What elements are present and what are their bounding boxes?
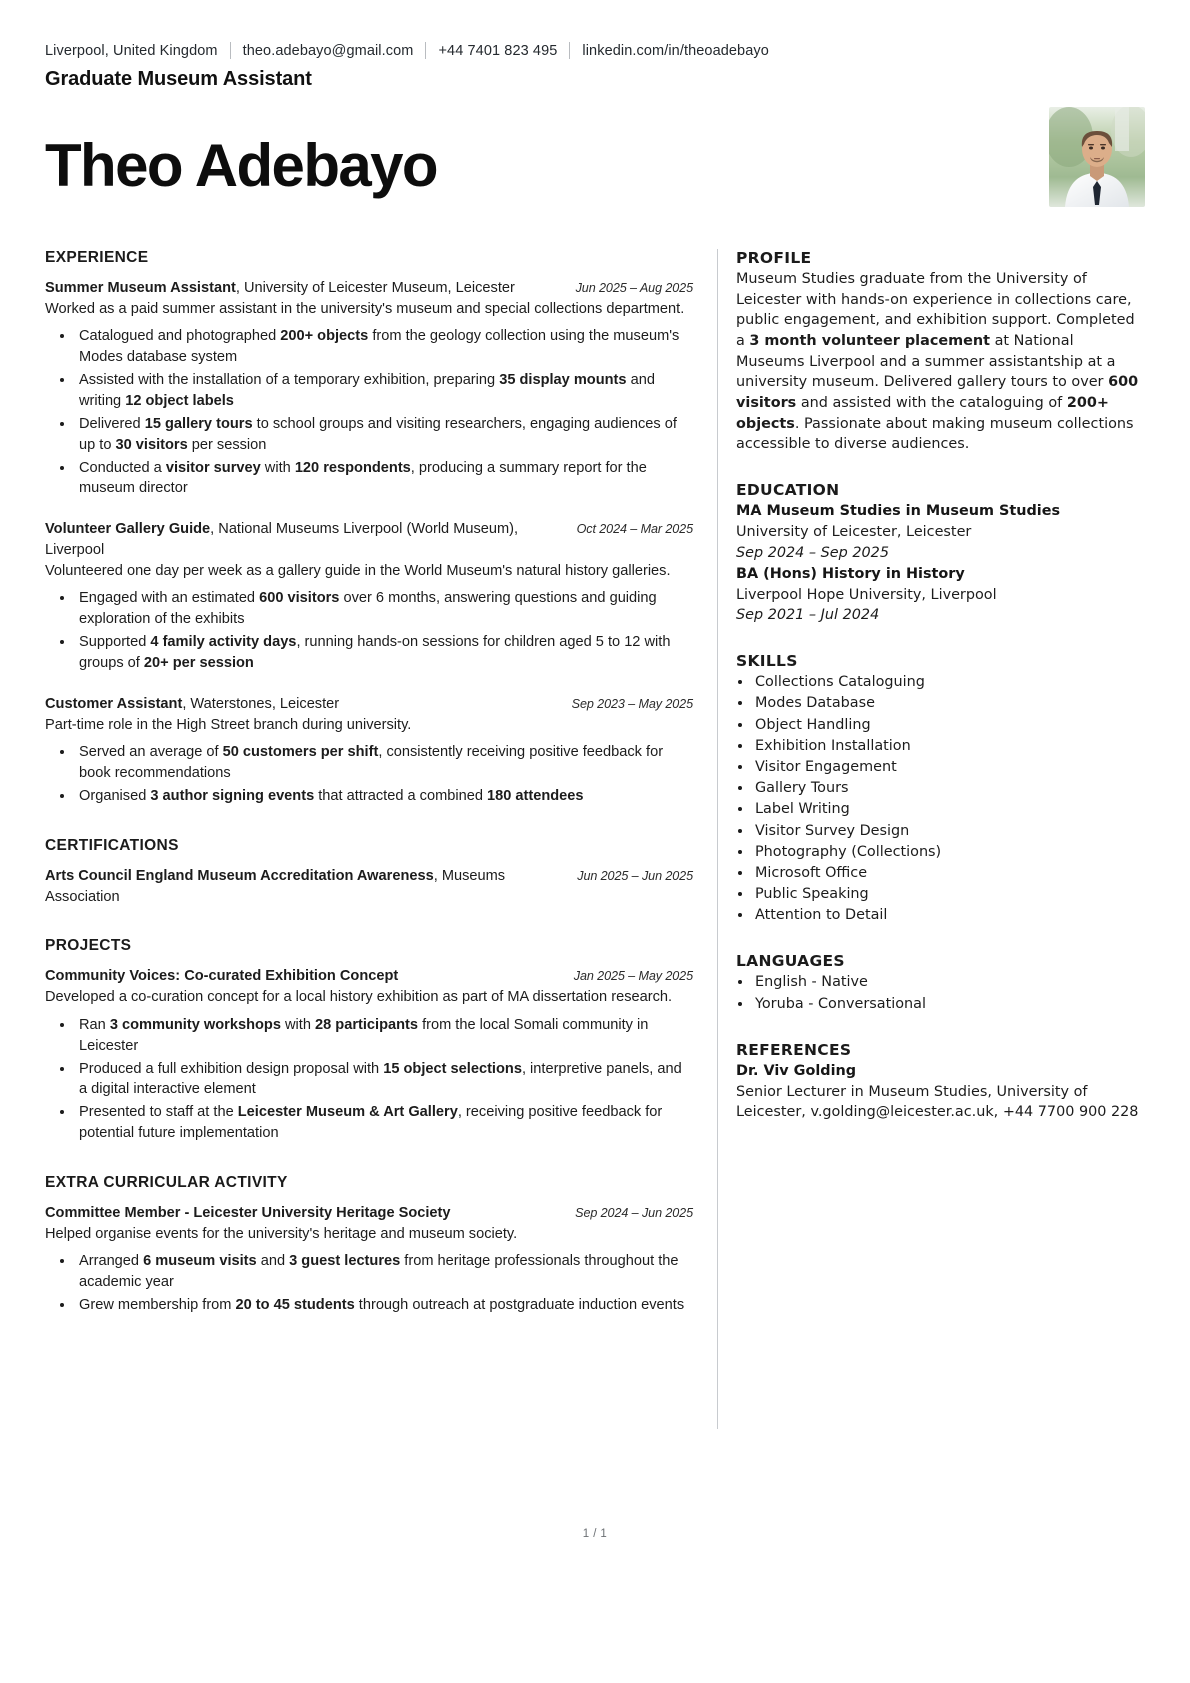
- entry-description: Worked as a paid summer assistant in the university's museum and special collections department.: [45, 300, 685, 317]
- entry-bullet-list: [45, 1251, 693, 1316]
- skills-list: [736, 672, 1145, 926]
- experience-entry: [45, 278, 693, 499]
- skill-item: • Collections Cataloguing: [753, 672, 1145, 693]
- language-item: • English - Native: [753, 972, 1145, 993]
- entry-header: [45, 519, 693, 560]
- entry-bullet: • Conducted a visitor survey with 120 respondents, producing a summary report for the museum director: [75, 458, 693, 500]
- entry-title: Volunteer Gallery Guide, National Museums Liverpool (World Museum), Liverpool: [45, 521, 519, 559]
- contact-item[interactable]: linkedin.com/in/theoadebayo: [582, 42, 769, 59]
- entry-bullet: • Delivered 15 gallery tours to school groups and visiting researchers, engaging audiences of up to 30 visitors per session: [75, 414, 693, 456]
- education-entry: [736, 501, 1145, 564]
- skill-item: • Visitor Engagement: [753, 757, 1145, 778]
- entry-description: Developed a co-curation concept for a local history exhibition as part of MA dissertation research.: [45, 989, 673, 1006]
- entry-bullet: • Engaged with an estimated 600 visitors over 6 months, answering questions and guiding exploration of the exhibits: [75, 588, 693, 630]
- education-entry: [736, 564, 1145, 627]
- page-indicator: 1 / 1: [582, 1528, 608, 1540]
- entry-bullet: • Arranged 6 museum visits and 3 guest lectures from heritage professionals throughout the academic year: [75, 1251, 693, 1293]
- contact-separator: [425, 42, 426, 59]
- skill-item: • Gallery Tours: [753, 778, 1145, 799]
- entry-bullet: • Supported 4 family activity days, running hands-on sessions for children aged 5 to 12 with groups of 20+ per session: [75, 632, 693, 674]
- contact-separator: [230, 42, 231, 59]
- section-title-projects: PROJECTS: [45, 937, 132, 955]
- profile-photo: [1049, 107, 1145, 207]
- section-title-extracurricular: EXTRA CURRICULAR ACTIVITY: [45, 1173, 288, 1191]
- entry-date: Oct 2024 – Mar 2025: [576, 522, 693, 537]
- entry-bullet: • Organised 3 author signing events that attracted a combined 180 attendees: [75, 786, 693, 807]
- left-column: [45, 249, 717, 1429]
- experience-entry: [45, 866, 693, 907]
- entry-header: [45, 966, 693, 987]
- education-institution: Liverpool Hope University, Liverpool: [736, 586, 997, 603]
- education-date: Sep 2021 – Jul 2024: [736, 607, 880, 624]
- entry-header: [45, 694, 693, 715]
- skill-item: • Modes Database: [753, 693, 1145, 714]
- candidate-name: Theo Adebayo: [45, 132, 437, 199]
- entry-bullet: • Produced a full exhibition design proposal with 15 object selections, interpretive panels, and a digital interactive element: [75, 1059, 693, 1101]
- skill-item: • Object Handling: [753, 715, 1145, 736]
- languages-list: [736, 972, 1145, 1014]
- skill-item: • Visitor Survey Design: [753, 821, 1145, 842]
- name-row: [45, 107, 1145, 215]
- section-title-references: REFERENCES: [736, 1040, 852, 1059]
- entry-description: Volunteered one day per week as a gallery guide in the World Museum's natural history galleries.: [45, 562, 671, 579]
- section-title-skills: SKILLS: [736, 652, 798, 671]
- education-list: [736, 501, 1145, 626]
- section-title-certifications: CERTIFICATIONS: [45, 836, 179, 854]
- section-title-languages: LANGUAGES: [736, 952, 845, 971]
- contact-item[interactable]: +44 7401 823 495: [438, 42, 558, 59]
- education-degree: MA Museum Studies in Museum Studies: [736, 503, 1061, 520]
- right-column: [718, 249, 1145, 1429]
- education-date: Sep 2024 – Sep 2025: [736, 544, 889, 561]
- entry-bullet: • Assisted with the installation of a temporary exhibition, preparing 35 display mounts and writing 12 object labels: [75, 370, 693, 412]
- entry-title: Summer Museum Assistant, University of Leicester Museum, Leicester: [45, 280, 515, 296]
- entry-bullet-list: [45, 1015, 693, 1144]
- entry-bullet-list: [45, 588, 693, 673]
- entry-header: [45, 1203, 693, 1224]
- entry-bullet: • Presented to staff at the Leicester Museum & Art Gallery, receiving positive feedback for potential future implementation: [75, 1102, 693, 1144]
- skill-item: • Public Speaking: [753, 884, 1145, 905]
- skill-item: • Microsoft Office: [753, 863, 1145, 884]
- contact-separator: [569, 42, 570, 59]
- entry-description: Helped organise events for the university's heritage and museum society.: [45, 1225, 518, 1242]
- profile-text: Museum Studies graduate from the University of Leicester with hands-on experience in collections care, public engagement, and exhibition support. Completed a 3 month volunteer placement at National Museums Liverpool and a summer assistantship at a university museum. Delivered gallery tours to over 600 visitors and assisted with the cataloguing of 200+ objects. Passionate about making museum collections accessible to diverse audiences.: [736, 271, 1139, 453]
- reference-name: Dr. Viv Golding: [736, 1062, 857, 1079]
- reference-details: Senior Lecturer in Museum Studies, University of Leicester, v.golding@leicester.ac.uk, +44 7700 900 228: [736, 1083, 1139, 1121]
- entry-date: Jan 2025 – May 2025: [573, 969, 693, 984]
- entry-bullet-list: [45, 326, 693, 499]
- education-institution: University of Leicester, Leicester: [736, 523, 972, 540]
- entry-date: Jun 2025 – Jun 2025: [577, 868, 693, 883]
- experience-entry: [45, 1203, 693, 1316]
- skill-item: • Label Writing: [753, 799, 1145, 820]
- language-item: • Yoruba - Conversational: [753, 994, 1145, 1015]
- entry-title: Arts Council England Museum Accreditation Awareness, Museums Association: [45, 867, 506, 905]
- section-title-experience: EXPERIENCE: [45, 249, 149, 266]
- contact-line: [45, 42, 1145, 59]
- entry-title: Committee Member - Leicester University Heritage Society: [45, 1204, 451, 1221]
- entry-bullet: • Grew membership from 20 to 45 students through outreach at postgraduate induction events: [75, 1295, 693, 1316]
- entry-bullet: • Catalogued and photographed 200+ objects from the geology collection using the museum's Modes database system: [75, 326, 693, 368]
- entry-bullet-list: [45, 742, 693, 807]
- education-degree: BA (Hons) History in History: [736, 565, 965, 582]
- experience-entry: [45, 966, 693, 1144]
- entry-bullet: • Served an average of 50 customers per shift, consistently receiving positive feedback for book recommendations: [75, 742, 693, 784]
- entry-header: [45, 866, 693, 907]
- content-columns: [45, 249, 1145, 1429]
- entry-description: Part-time role in the High Street branch during university.: [45, 716, 412, 733]
- entry-date: Sep 2024 – Jun 2025: [575, 1205, 693, 1220]
- section-title-profile: PROFILE: [736, 249, 812, 267]
- job-headline: Graduate Museum Assistant: [45, 68, 312, 90]
- skill-item: • Exhibition Installation: [753, 736, 1145, 757]
- skill-item: • Photography (Collections): [753, 842, 1145, 863]
- entry-title: Customer Assistant, Waterstones, Leicester: [45, 695, 340, 712]
- entry-title: Community Voices: Co-curated Exhibition Concept: [45, 968, 399, 985]
- contact-item: Liverpool, United Kingdom: [45, 42, 218, 59]
- entry-bullet: • Ran 3 community workshops with 28 participants from the local Somali community in Leicester: [75, 1015, 693, 1057]
- experience-entry: [45, 519, 693, 674]
- contact-item[interactable]: theo.adebayo@gmail.com: [242, 42, 414, 59]
- section-title-education: EDUCATION: [736, 481, 840, 500]
- entry-date: Jun 2025 – Aug 2025: [575, 281, 693, 295]
- experience-entry: [45, 694, 693, 807]
- entry-header: [45, 278, 693, 299]
- entry-date: Sep 2023 – May 2025: [571, 696, 693, 711]
- skill-item: • Attention to Detail: [753, 905, 1145, 926]
